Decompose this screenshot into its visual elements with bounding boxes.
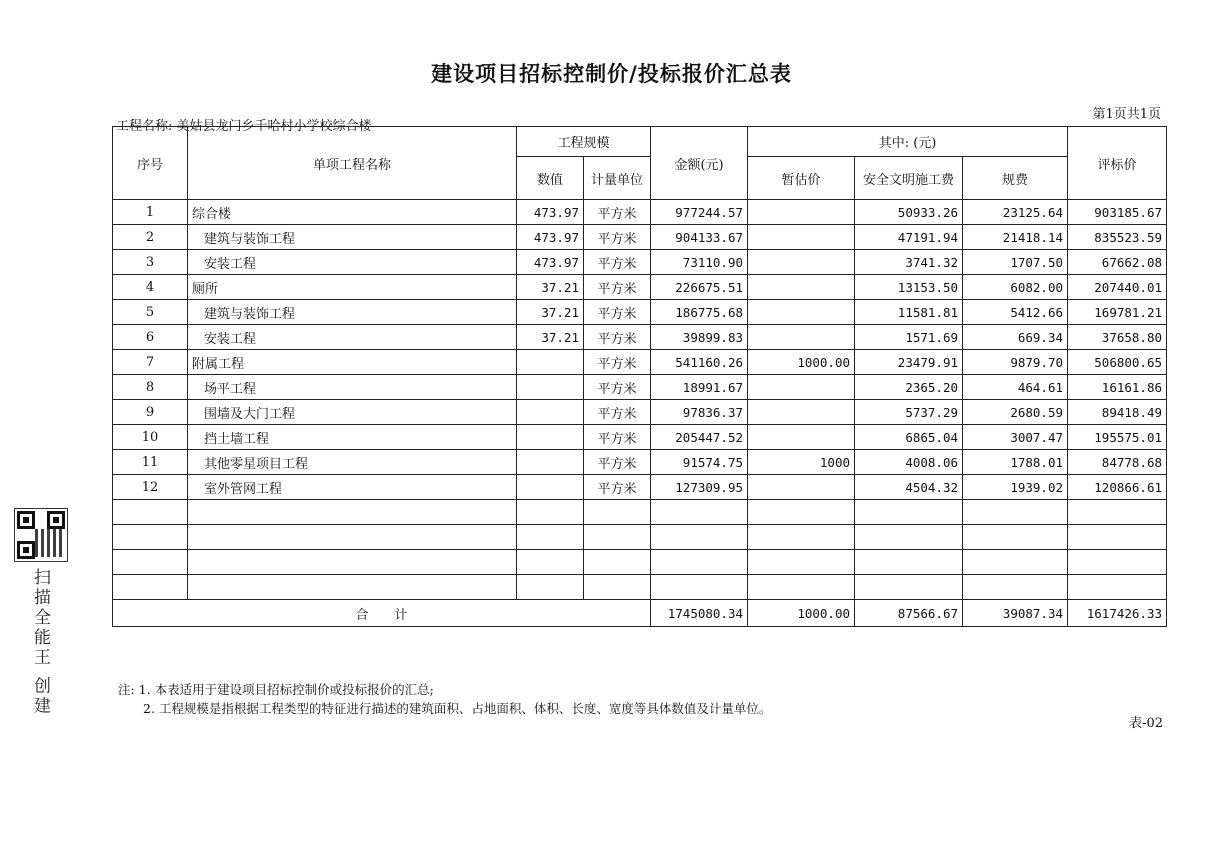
row-fees: 1788.01	[963, 450, 1068, 475]
row-seq: 7	[113, 350, 188, 375]
table-row	[113, 375, 1167, 400]
row-provisional	[748, 250, 855, 275]
row-name	[188, 525, 517, 550]
row-eval: 16161.86	[1068, 375, 1167, 400]
row-name	[188, 550, 517, 575]
row-name: 厕所	[188, 275, 517, 300]
row-provisional	[748, 400, 855, 425]
row-provisional	[748, 525, 855, 550]
row-eval: 84778.68	[1068, 450, 1167, 475]
row-amount	[651, 500, 748, 525]
row-provisional	[748, 300, 855, 325]
row-amount: 205447.52	[651, 425, 748, 450]
table-row	[113, 325, 1167, 350]
row-safety: 13153.50	[855, 275, 963, 300]
row-eval: 67662.08	[1068, 250, 1167, 275]
row-safety: 1571.69	[855, 325, 963, 350]
row-scale-unit: 平方米	[584, 300, 651, 325]
row-fees: 21418.14	[963, 225, 1068, 250]
table-row	[113, 525, 1167, 550]
page-title: 建设项目招标控制价/投标报价汇总表	[431, 62, 792, 86]
row-fees: 9879.70	[963, 350, 1068, 375]
row-amount: 127309.95	[651, 475, 748, 500]
row-scale-unit: 平方米	[584, 325, 651, 350]
row-fees: 2680.59	[963, 400, 1068, 425]
table-row	[113, 200, 1167, 225]
project-name: 美姑县龙门乡千哈村小学校综合楼	[176, 119, 372, 134]
table-row	[113, 550, 1167, 575]
header-amount: 金额(元)	[651, 127, 748, 200]
row-amount: 97836.37	[651, 400, 748, 425]
row-eval	[1068, 575, 1167, 600]
row-scale-value	[517, 525, 584, 550]
summary-table	[112, 126, 1167, 627]
row-name: 建筑与装饰工程	[188, 225, 517, 250]
row-provisional	[748, 225, 855, 250]
header-eval: 评标价	[1068, 127, 1167, 200]
table-row	[113, 275, 1167, 300]
row-scale-unit: 平方米	[584, 375, 651, 400]
scanner-watermark: 扫描全能王 创建	[30, 568, 50, 717]
row-fees	[963, 525, 1068, 550]
row-name: 附属工程	[188, 350, 517, 375]
row-name: 场平工程	[188, 375, 517, 400]
row-safety	[855, 500, 963, 525]
row-scale-unit	[584, 500, 651, 525]
row-eval: 89418.49	[1068, 400, 1167, 425]
row-provisional	[748, 550, 855, 575]
total-row	[113, 600, 1167, 627]
row-scale-unit: 平方米	[584, 400, 651, 425]
row-name: 建筑与装饰工程	[188, 300, 517, 325]
row-scale-unit: 平方米	[584, 200, 651, 225]
row-eval: 169781.21	[1068, 300, 1167, 325]
row-fees	[963, 575, 1068, 600]
row-seq: 5	[113, 300, 188, 325]
header-of-which: 其中: (元)	[748, 127, 1068, 157]
row-amount: 186775.68	[651, 300, 748, 325]
row-seq: 1	[113, 200, 188, 225]
row-name: 围墙及大门工程	[188, 400, 517, 425]
table-row	[113, 400, 1167, 425]
row-safety: 50933.26	[855, 200, 963, 225]
row-amount: 541160.26	[651, 350, 748, 375]
row-safety: 47191.94	[855, 225, 963, 250]
row-scale-value	[517, 350, 584, 375]
row-provisional: 1000.00	[748, 350, 855, 375]
table-row	[113, 350, 1167, 375]
row-provisional	[748, 375, 855, 400]
note-line: 2. 工程规模是指根据工程类型的特征进行描述的建筑面积、占地面积、体积、长度、宽度等具体数值及计量单位。	[118, 701, 772, 716]
row-safety: 4504.32	[855, 475, 963, 500]
row-scale-value	[517, 400, 584, 425]
header-safety: 安全文明施工费	[855, 157, 963, 200]
row-safety	[855, 550, 963, 575]
header-seq: 序号	[113, 127, 188, 200]
total-amount: 1745080.34	[651, 600, 748, 627]
row-fees: 669.34	[963, 325, 1068, 350]
row-fees: 1707.50	[963, 250, 1068, 275]
row-name: 室外管网工程	[188, 475, 517, 500]
row-seq: 10	[113, 425, 188, 450]
form-number: 表-02	[1129, 716, 1163, 731]
row-amount: 226675.51	[651, 275, 748, 300]
row-fees: 464.61	[963, 375, 1068, 400]
row-fees: 23125.64	[963, 200, 1068, 225]
row-safety: 11581.81	[855, 300, 963, 325]
row-amount	[651, 525, 748, 550]
row-eval	[1068, 550, 1167, 575]
row-scale-value	[517, 425, 584, 450]
header-scale: 工程规模	[517, 127, 651, 157]
row-eval: 120866.61	[1068, 475, 1167, 500]
page-info: 第1页共1页	[1092, 107, 1161, 122]
row-eval: 207440.01	[1068, 275, 1167, 300]
row-fees: 3007.47	[963, 425, 1068, 450]
row-scale-value: 37.21	[517, 300, 584, 325]
row-amount	[651, 550, 748, 575]
row-seq: 4	[113, 275, 188, 300]
row-scale-unit: 平方米	[584, 275, 651, 300]
table-row	[113, 225, 1167, 250]
row-provisional	[748, 500, 855, 525]
row-scale-value	[517, 450, 584, 475]
row-seq: 8	[113, 375, 188, 400]
row-fees: 5412.66	[963, 300, 1068, 325]
header-scale-unit: 计量单位	[584, 157, 651, 200]
row-safety: 3741.32	[855, 250, 963, 275]
header-name: 单项工程名称	[188, 127, 517, 200]
row-scale-unit	[584, 525, 651, 550]
row-provisional	[748, 425, 855, 450]
row-scale-value: 473.97	[517, 200, 584, 225]
row-safety	[855, 575, 963, 600]
total-fees: 39087.34	[963, 600, 1068, 627]
row-fees	[963, 550, 1068, 575]
header-provisional: 暂估价	[748, 157, 855, 200]
header-fees: 规费	[963, 157, 1068, 200]
row-scale-value: 473.97	[517, 250, 584, 275]
row-amount: 73110.90	[651, 250, 748, 275]
row-eval: 903185.67	[1068, 200, 1167, 225]
row-eval: 506800.65	[1068, 350, 1167, 375]
table-row	[113, 575, 1167, 600]
row-seq: 12	[113, 475, 188, 500]
table-row	[113, 300, 1167, 325]
row-scale-unit	[584, 575, 651, 600]
total-label: 合 计	[113, 600, 651, 627]
row-provisional	[748, 275, 855, 300]
row-safety: 2365.20	[855, 375, 963, 400]
row-safety	[855, 525, 963, 550]
row-name: 安装工程	[188, 325, 517, 350]
row-scale-unit	[584, 550, 651, 575]
table-row	[113, 425, 1167, 450]
row-scale-value: 37.21	[517, 275, 584, 300]
row-eval: 37658.80	[1068, 325, 1167, 350]
row-provisional: 1000	[748, 450, 855, 475]
row-provisional	[748, 475, 855, 500]
row-seq	[113, 550, 188, 575]
row-scale-value	[517, 475, 584, 500]
table-row	[113, 500, 1167, 525]
row-amount: 91574.75	[651, 450, 748, 475]
row-safety: 23479.91	[855, 350, 963, 375]
row-scale-unit: 平方米	[584, 450, 651, 475]
row-scale-unit: 平方米	[584, 250, 651, 275]
row-scale-value	[517, 575, 584, 600]
notes	[118, 680, 771, 718]
total-safety: 87566.67	[855, 600, 963, 627]
total-provisional: 1000.00	[748, 600, 855, 627]
row-amount: 39899.83	[651, 325, 748, 350]
row-provisional	[748, 575, 855, 600]
row-seq	[113, 500, 188, 525]
row-provisional	[748, 325, 855, 350]
row-amount: 904133.67	[651, 225, 748, 250]
row-seq: 3	[113, 250, 188, 275]
row-seq: 11	[113, 450, 188, 475]
row-safety: 4008.06	[855, 450, 963, 475]
table-row	[113, 450, 1167, 475]
row-amount: 977244.57	[651, 200, 748, 225]
row-eval	[1068, 500, 1167, 525]
row-fees	[963, 500, 1068, 525]
row-safety: 6865.04	[855, 425, 963, 450]
row-scale-unit: 平方米	[584, 475, 651, 500]
row-eval: 835523.59	[1068, 225, 1167, 250]
total-eval: 1617426.33	[1068, 600, 1167, 627]
row-scale-value: 473.97	[517, 225, 584, 250]
row-eval: 195575.01	[1068, 425, 1167, 450]
row-scale-value: 37.21	[517, 325, 584, 350]
project-label: 工程名称:	[116, 119, 173, 134]
row-name: 综合楼	[188, 200, 517, 225]
row-scale-unit: 平方米	[584, 225, 651, 250]
row-seq: 9	[113, 400, 188, 425]
row-seq	[113, 575, 188, 600]
row-scale-value	[517, 550, 584, 575]
table-row	[113, 250, 1167, 275]
table-row	[113, 475, 1167, 500]
row-seq: 6	[113, 325, 188, 350]
row-scale-unit: 平方米	[584, 425, 651, 450]
row-scale-value	[517, 375, 584, 400]
header-scale-value: 数值	[517, 157, 584, 200]
row-seq: 2	[113, 225, 188, 250]
row-name: 其他零星项目工程	[188, 450, 517, 475]
row-amount: 18991.67	[651, 375, 748, 400]
row-fees: 6082.00	[963, 275, 1068, 300]
row-name	[188, 500, 517, 525]
note-line: 注: 1. 本表适用于建设项目招标控制价或投标报价的汇总;	[118, 682, 434, 697]
row-eval	[1068, 525, 1167, 550]
qr-code-icon	[14, 508, 68, 562]
row-name: 挡土墙工程	[188, 425, 517, 450]
row-scale-unit: 平方米	[584, 350, 651, 375]
row-safety: 5737.29	[855, 400, 963, 425]
row-seq	[113, 525, 188, 550]
row-amount	[651, 575, 748, 600]
row-name: 安装工程	[188, 250, 517, 275]
row-provisional	[748, 200, 855, 225]
row-name	[188, 575, 517, 600]
row-fees: 1939.02	[963, 475, 1068, 500]
row-scale-value	[517, 500, 584, 525]
